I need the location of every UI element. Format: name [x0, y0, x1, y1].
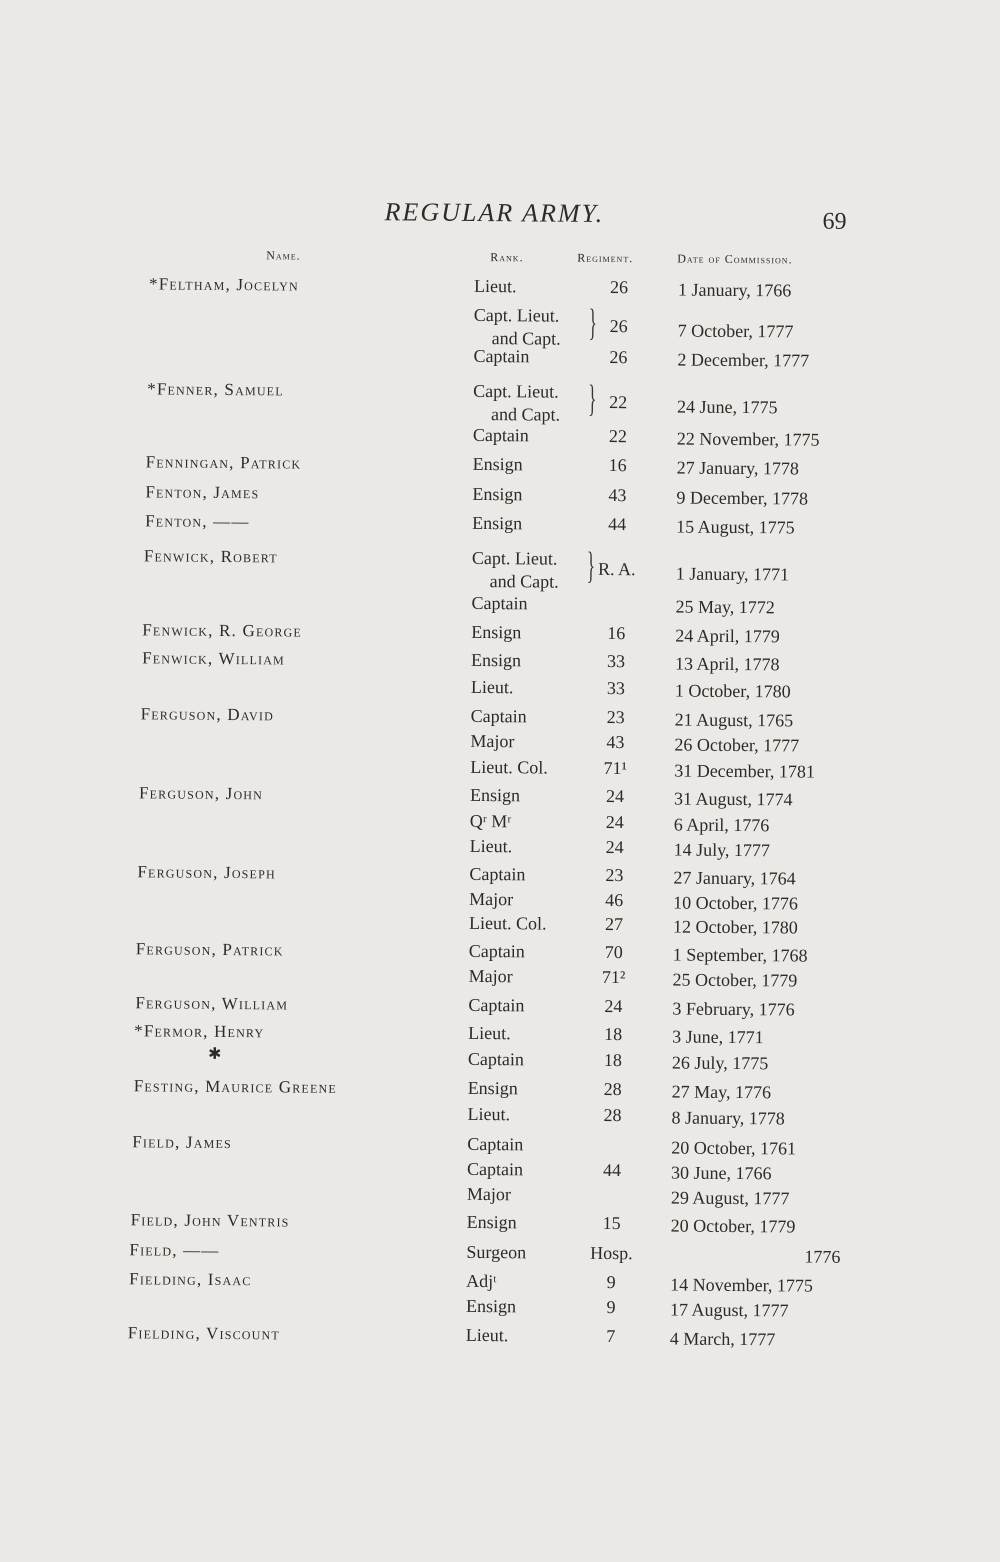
- regiment-cell: 18: [583, 1024, 643, 1045]
- regiment-cell: 70: [584, 942, 644, 963]
- commission-date: 14 November, 1775: [670, 1275, 813, 1297]
- commission-date: 31 December, 1781: [674, 761, 815, 783]
- column-header-regiment: Regiment.: [577, 251, 633, 266]
- rank-cell: Major: [467, 1184, 511, 1205]
- regiment-cell: 71²: [584, 967, 644, 988]
- regiment-cell: 24: [585, 786, 645, 807]
- rank-cell: Major: [470, 731, 514, 752]
- running-title: REGULAR ARMY.: [384, 197, 604, 229]
- rank-cell: Captain: [468, 1049, 524, 1070]
- rank-cell: Captain: [469, 941, 525, 962]
- commission-date: 1 January, 1771: [676, 564, 789, 586]
- rank-cell: Major: [469, 889, 513, 910]
- officer-name: Fenningan, Patrick: [146, 452, 302, 473]
- commission-date: 29 August, 1777: [671, 1188, 790, 1210]
- regiment-cell: 26: [588, 347, 648, 368]
- regiment-cell: 27: [584, 914, 644, 935]
- rank-cell: Captain: [471, 593, 527, 614]
- commission-date: 25 October, 1779: [673, 970, 798, 992]
- officer-name: Ferguson, William: [135, 993, 288, 1014]
- brace-glyph: }: [587, 547, 596, 585]
- rank-cell: Lieut.: [467, 1104, 510, 1125]
- officer-name: Fenton, ——: [145, 511, 250, 532]
- officer-name: Fielding, Viscount: [128, 1323, 280, 1344]
- rank-cell: Lieut.: [471, 677, 514, 698]
- commission-date: 31 August, 1774: [674, 789, 793, 811]
- commission-date: 3 June, 1771: [672, 1027, 764, 1049]
- rank-cell: Ensign: [471, 622, 521, 643]
- commission-date: 4 March, 1777: [670, 1329, 776, 1351]
- regiment-cell: 43: [587, 485, 647, 506]
- regiment-cell: 9: [581, 1297, 641, 1318]
- regiment-cell: 16: [588, 455, 648, 476]
- commission-date: 10 October, 1776: [673, 893, 798, 915]
- commission-date: 27 January, 1764: [673, 868, 795, 890]
- commission-date: 15 August, 1775: [676, 517, 795, 539]
- rank-cell: Ensign: [468, 1078, 518, 1099]
- officer-name: Ferguson, Patrick: [136, 939, 284, 960]
- column-header-name: Name.: [266, 248, 301, 263]
- commission-date: 24 April, 1779: [675, 626, 780, 648]
- regiment-cell: 46: [584, 890, 644, 911]
- regiment-cell: 33: [586, 651, 646, 672]
- rank-cell: Lieut.: [468, 1023, 511, 1044]
- regiment-cell: 43: [585, 732, 645, 753]
- commission-date: 1776: [670, 1246, 840, 1268]
- rank-cell: Lieut.: [466, 1325, 509, 1346]
- commission-date: 1 September, 1768: [673, 945, 808, 967]
- officer-name: Fenton, James: [145, 482, 259, 503]
- rank-cell: Capt. Lieut.: [474, 305, 560, 327]
- regiment-cell: 18: [583, 1050, 643, 1071]
- officer-name: Ferguson, David: [141, 704, 275, 725]
- commission-date: 2 December, 1777: [677, 350, 809, 372]
- rank-cell: Ensign: [467, 1212, 517, 1233]
- rank-cell-continuation: and Capt.: [490, 571, 559, 593]
- regiment-cell: 22: [588, 426, 648, 447]
- officer-name: *Feltham, Jocelyn: [149, 274, 299, 295]
- regiment-cell: 24: [585, 812, 645, 833]
- rank-cell-continuation: and Capt.: [491, 404, 560, 426]
- commission-date: 6 April, 1776: [674, 815, 770, 837]
- asterisk-ornament-icon: ✱: [208, 1044, 222, 1064]
- page-number: 69: [822, 209, 846, 236]
- rank-cell: Captain: [469, 864, 525, 885]
- regiment-cell: 28: [583, 1079, 643, 1100]
- commission-date: 27 January, 1778: [677, 458, 799, 480]
- regiment-cell: Hosp.: [581, 1243, 641, 1264]
- rank-cell: Lieut.: [470, 836, 513, 857]
- column-header-rank: Rank.: [490, 250, 523, 265]
- commission-date: 20 October, 1779: [671, 1216, 796, 1238]
- rank-cell: Ensign: [471, 650, 521, 671]
- regiment-cell: 33: [586, 678, 646, 699]
- commission-date: 13 April, 1778: [675, 654, 780, 676]
- column-header-date: Date of Commission.: [677, 252, 792, 268]
- commission-date: 8 January, 1778: [671, 1108, 784, 1130]
- rank-cell: Capt. Lieut.: [472, 548, 558, 570]
- commission-date: 26 July, 1775: [672, 1053, 769, 1075]
- officer-name: Fenwick, Robert: [144, 546, 278, 567]
- rank-cell: Ensign: [472, 484, 522, 505]
- rank-cell: Qʳ Mʳ: [470, 811, 511, 832]
- commission-date: 30 June, 1766: [671, 1163, 772, 1185]
- regiment-cell: 16: [586, 623, 646, 644]
- regiment-cell: 24: [585, 837, 645, 858]
- commission-date: 24 June, 1775: [677, 397, 778, 419]
- commission-date: 1 January, 1766: [678, 280, 791, 302]
- commission-date: 9 December, 1778: [676, 488, 808, 510]
- commission-date: 21 August, 1765: [675, 710, 794, 732]
- rank-cell: Surgeon: [466, 1242, 526, 1263]
- rank-cell: Lieut. Col.: [469, 913, 547, 935]
- officer-name: Field, John Ventris: [131, 1210, 290, 1231]
- brace-glyph: }: [589, 304, 598, 342]
- regiment-cell: 24: [583, 996, 643, 1017]
- regiment-cell: 23: [584, 865, 644, 886]
- commission-date: 12 October, 1780: [673, 917, 798, 939]
- brace-glyph: }: [588, 380, 597, 418]
- commission-date: 22 November, 1775: [677, 429, 820, 451]
- rank-cell: Captain: [473, 346, 529, 367]
- commission-date: 20 October, 1761: [671, 1138, 796, 1160]
- regiment-cell: 44: [582, 1160, 642, 1181]
- commission-date: 14 July, 1777: [674, 840, 771, 862]
- officer-name: *Fermor, Henry: [134, 1021, 264, 1042]
- rank-cell: Ensign: [466, 1296, 516, 1317]
- commission-date: 27 May, 1776: [672, 1082, 771, 1104]
- officer-name: Fenwick, R. George: [142, 620, 302, 641]
- rank-cell: Adjᵗ: [466, 1271, 497, 1292]
- commission-date: 25 May, 1772: [675, 597, 774, 619]
- officer-name: Ferguson, Joseph: [137, 862, 276, 883]
- officer-name: Field, James: [132, 1132, 232, 1153]
- rank-cell: Captain: [467, 1134, 523, 1155]
- regiment-cell: 26: [589, 316, 649, 337]
- rank-cell: Captain: [468, 995, 524, 1016]
- commission-date: 7 October, 1777: [678, 321, 794, 343]
- rank-cell: Ensign: [470, 785, 520, 806]
- rank-cell: Major: [469, 966, 513, 987]
- regiment-cell: 44: [587, 514, 647, 535]
- commission-date: 26 October, 1777: [674, 735, 799, 757]
- rank-cell: Captain: [471, 706, 527, 727]
- rank-cell: Captain: [467, 1159, 523, 1180]
- regiment-cell: 23: [586, 707, 646, 728]
- officer-name: Fielding, Isaac: [129, 1269, 251, 1290]
- regiment-cell: 22: [588, 392, 648, 413]
- rank-cell: Lieut.: [474, 276, 517, 297]
- commission-date: 3 February, 1776: [672, 999, 794, 1021]
- commission-date: 1 October, 1780: [675, 681, 791, 703]
- officer-name: Fenwick, William: [142, 648, 285, 669]
- rank-cell-continuation: and Capt.: [492, 328, 561, 350]
- officer-name: Festing, Maurice Greene: [134, 1076, 337, 1098]
- regiment-cell: R. A.: [587, 559, 647, 580]
- rank-cell: Ensign: [472, 513, 522, 534]
- commission-date: 17 August, 1777: [670, 1300, 789, 1322]
- officer-name: Field, ——: [129, 1240, 219, 1261]
- rank-cell: Ensign: [473, 454, 523, 475]
- officer-name: *Fenner, Samuel: [147, 379, 284, 400]
- rank-cell: Lieut. Col.: [470, 757, 548, 779]
- regiment-cell: 7: [581, 1326, 641, 1347]
- rank-cell: Capt. Lieut.: [473, 381, 559, 403]
- regiment-cell: 71¹: [585, 758, 645, 779]
- officer-name: Ferguson, John: [139, 783, 263, 804]
- regiment-cell: 28: [582, 1105, 642, 1126]
- regiment-cell: 26: [589, 277, 649, 298]
- rank-cell: Captain: [473, 425, 529, 446]
- regiment-cell: 9: [581, 1272, 641, 1293]
- regiment-cell: 15: [582, 1213, 642, 1234]
